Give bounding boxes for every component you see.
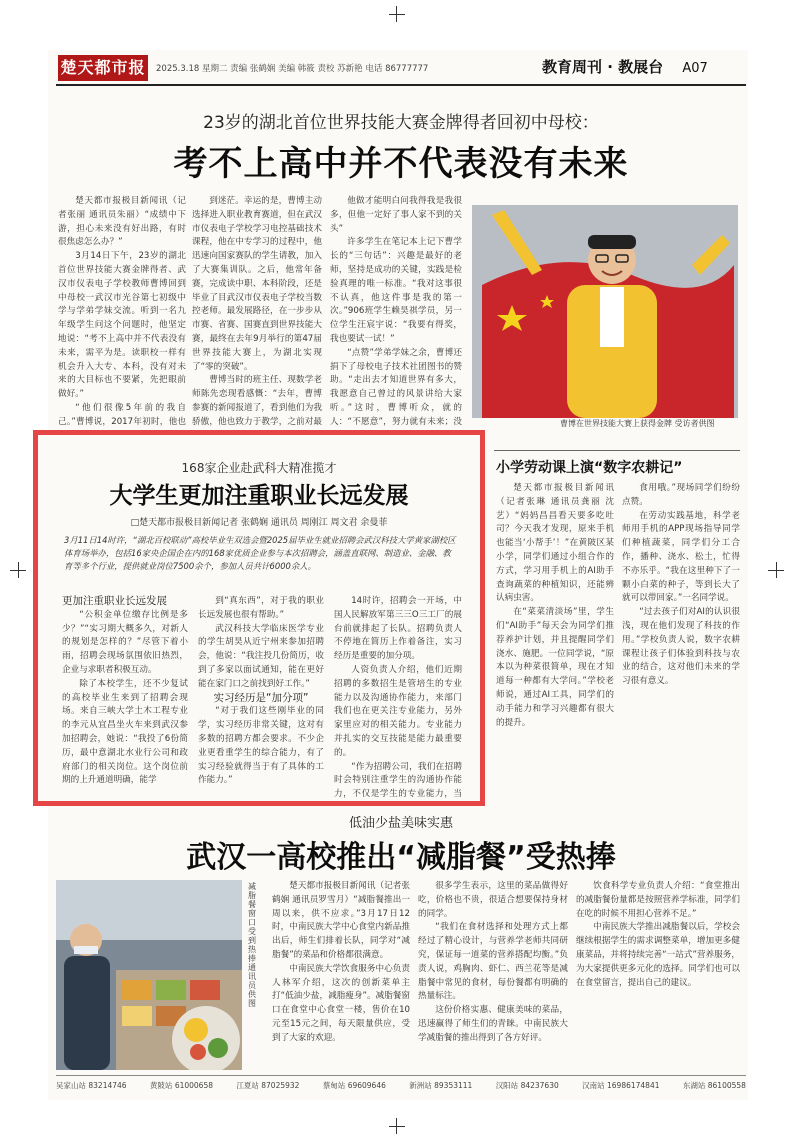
bottom-paragraph: 楚天都市报极目新闻讯（记者张鹤娴 通讯员罗雪月）“减脂餐推出一周以来，供不应求。”3月17日12时，中南民族大学中心食堂内新品推出后，师生们排着长队，同学对“减脂餐”的菜品和价格都很满意。 (272, 881, 410, 960)
bottom-paragraph: “我们在食材选择和处理方式上都经过了精心设计，与营养学老师共同研究，保证每一道菜的营养搭配均衡。”负责人说，鸡胸肉、虾仁、西兰花等是减脂餐中常见的食材，每份餐都有明确的热量标注。 (418, 922, 568, 1002)
bottom-column-1 (272, 880, 410, 1070)
crop-mark-top-h (389, 14, 405, 15)
bottom-paragraph: 中南民族大学推出减脂餐以后，学校会继续根据学生的需求调整菜单，增加更多健康菜品，并将持续完善“一站式”营养服务，为大家提供更多元化的选择。同学们也可以在食堂留言，提出自己的建议。 (576, 922, 740, 988)
right-story-rule (494, 450, 740, 451)
box-column-2 (198, 595, 324, 800)
box-paragraph: “公积金单位缴存比例是多少？”“实习期大概多久，对新人的规划是怎样的？”尽管下着小雨，招聘会现场氛围依旧热烈，企业与求职者积极互动。 (62, 609, 188, 675)
highlight-box-story (33, 430, 485, 806)
footer-item: 汉阳站 84237630 (495, 1081, 559, 1090)
box-lead: 3月11日14时许，“湖北百校联动”高校毕业生双选会暨2025届毕业生就业招聘会武汉科技大学黄家湖校区体育场举办，包括16家央企国企在内的168家优质企业参与本次招聘会，涵盖直联网、制造业、金融、教育等多个行业，提供就业岗位7500余个，参加人员共计6000余人。 (64, 535, 456, 571)
bottom-headline: 武汉一高校推出“减脂餐”受热捧 (186, 840, 616, 875)
bottom-column-3 (576, 880, 740, 1070)
lead-column-3 (330, 195, 462, 427)
box-paragraph: 14时许，招聘会一开场，中国人民解放军第三三O三工厂的展台前就排起了长队。招聘负责人不停地在简历上作着备注，实习经历是重要的加分项。 (334, 596, 462, 662)
footer-rule (56, 1075, 746, 1076)
bottom-paragraph: 饮食科学专业负责人介绍：“食堂推出的减脂餐份量都是按照营养学标准，同学们在吃的时候不用担心营养不足。” (576, 881, 740, 919)
right-headline: 小学劳动课上演“数字农耕记” (496, 460, 683, 476)
bottom-column-2 (418, 880, 568, 1070)
footer-item: 黄陂站 61000658 (149, 1081, 213, 1090)
right-paragraph: 在劳动实践基地，科学老师用手机的APP现场指导同学们种植蔬菜，同学们分工合作，播种、浇水、松土，忙得不亦乐乎。“我在这里种下了一颗小白菜的种子，等到长大了就可以带回家。”一名同学说。 (622, 510, 740, 604)
crop-mark-right-v (776, 562, 777, 578)
crop-mark-bottom-h (389, 1126, 405, 1127)
box-column-3 (334, 595, 462, 800)
lead-column-2 (192, 195, 322, 427)
lead-photo-caption: 曹博在世界技能大赛上获得金牌 受访者供图 (560, 419, 715, 428)
box-column-1 (62, 595, 188, 800)
footer-item: 汉南站 16986174841 (582, 1081, 660, 1090)
lead-paragraph: 许多学生在笔记本上记下曹学长的“三句话”：兴趣是最好的老师，坚持是成功的关键，实践是检验真理的唯一标准。“我对这事很不认真，他这件事是我的第一次。”906班学生赖昊祺学员，另一位学生汪宸宇说：“我要有得奖，我也要试一试！” (330, 237, 462, 344)
box-paragraph: 武汉科技大学临床医学专业的学生胡昊从近宁州来参加招聘会，他说：“我注投几份简历，收到了多家以面试通知，能在更好能在家门口之前找到好工作。” (198, 623, 324, 689)
right-column-1 (496, 482, 614, 804)
lead-paragraph: “他们很像5年前的我自己。”曹博说，2017年初时，他也 (58, 402, 186, 427)
box-paragraph: 人资负责人介绍，他们近期招聘的多数招生是管培生的专业能力以及沟通协作能力，来部门我们也在更关注专业能力，另外家里应对的相关能力。专业能力并扎实的交互技能是能力最重要的。 (334, 664, 462, 758)
box-headline: 大学生更加注重职业长远发展 (109, 483, 409, 509)
cafeteria-photo (56, 880, 242, 1070)
box-paragraph: 到“真东西”，对于我的职业长远发展也很有帮助。” (198, 596, 324, 620)
issue-meta: 2025.3.18 星期二 责编 张鹤娴 美编 韩筱 责校 苏新艳 电话 86777777 (156, 64, 429, 74)
lead-paragraph: “点赞”学弟学妹之余，曹博还捐下了母校电子技术社团图书的赞助。“走出去才知道世界有多大，我愿意自己曾过的风景讲给大家听。”这时，曹博听众，就的人：“不愿意”，努力就有未来；没 (330, 347, 462, 427)
page-number: A07 (682, 61, 708, 76)
right-paragraph: 在“菜菜清淡场”里，学生们“AI助手”每天会为同学们推荐养护计划，并且提醒同学们浇水、施肥。一位同学说，“原本以为种菜很简单，现在才知道每一种都有大学问。”学校老师说，通过AI工具，同学们的动手能力和学习兴趣都有很大的提升。 (496, 607, 614, 728)
crop-mark-left-v (18, 562, 19, 578)
lead-paragraph: 曹博当时的班主任、现数学老师陈先恋现看感慨：“去年，曹博参赛的新闻报道了，看到他们为我骄傲，他也致力于教学，之前对最 (192, 375, 322, 427)
bottom-paragraph: 中南民族大学饮食服务中心负责人林军介绍，这次的创新菜单主打“低油少盐，减脂瘦身”。减脂餐窗口在食堂中心食堂一楼，售价在10元至15元之间，每天限量供应，受到了大家的欢迎。 (272, 963, 410, 1043)
lead-paragraph: 到迷茫。幸运的是，曹博主动选择进入职业教育赛道，但在武汉市仪表电子学校学习电控基础技术课程，他在中专学习的过程中，他迅速向国家赛队的学生请教，加入了大赛集训队。之后，他常年备赛，完成读中职、本科阶段，还是毕业了目武汉市仪表电子学校当数控老师。最发展路径，在一步步从市赛、省赛、国赛直到世界技能大赛，最终在去年9月举行的第47届世界技能大赛上，为湖北实现了“零的突破”。 (192, 196, 322, 372)
lead-column-1 (58, 195, 186, 427)
box-subhead: 实习经历是“加分项” (213, 691, 309, 704)
footer-bureaus (56, 1080, 746, 1091)
masthead-logo: 楚天都市报 (58, 55, 148, 81)
bottom-paragraph: 很多学生表示，这里的菜品做得好吃，价格也不贵，很适合想要保持身材的同学。 (418, 881, 568, 919)
footer-item: 蔡甸站 69609646 (322, 1081, 386, 1090)
lead-paragraph: 他做才能明白问我得我是我很多，但他一定好了事人家不到的关头” (330, 196, 462, 234)
lead-paragraph: 楚天都市报极目新闻讯（记者张丽 通讯员朱丽）“成绩中下游，担心未来没有好出路，有时很焦虑怎么办？” (58, 196, 186, 248)
header-rule (56, 84, 746, 86)
lead-photo (472, 205, 738, 418)
box-byline: □楚天都市报极目新闻记者 张鹤娴 通讯员 周刚江 周文君 余曼菲 (130, 518, 388, 528)
lead-kicker: 23岁的湖北首位世界技能大赛金牌得者回初中母校： (203, 113, 599, 133)
lead-headline: 考不上高中并不代表没有未来 (173, 144, 629, 184)
lead-photo-illustration (472, 205, 738, 418)
box-kicker: 168家企业赴武科大精准揽才 (181, 461, 337, 475)
box-paragraph: “对于我们这些刚毕业的同学，实习经历非常关键，这对有多数的招聘方都会要求。不少企业更看重学生的综合能力，有了实习经验就得当于有了具体的工作能力。” (198, 706, 324, 786)
bottom-kicker: 低油少盐美味实惠 (348, 816, 453, 831)
cafeteria-photo-illustration (56, 880, 242, 1070)
right-paragraph: 楚天都市报极目新闻讯（记者张琳 通讯员龚丽 沈艺）“妈妈昌昌看天要多吃吐司？今天我才发现，原来手机也能当‘小帮手’！”在黄陂区某小学，同学们通过小组合作的方式，学习用手机上的AI助手查询蔬菜的种植知识，还能辨认病虫害。 (496, 483, 614, 604)
footer-item: 吴家山站 83214746 (56, 1081, 127, 1090)
right-column-2 (622, 482, 740, 804)
footer-item: 东湖站 86100558 (682, 1081, 746, 1090)
section-name: 教育周刊 · 教展台 (542, 58, 664, 76)
bottom-paragraph: 这份价格实惠、健康美味的菜品，迅速赢得了师生们的青睐。中南民族大学减脂餐的推出得到了各方好评。 (418, 1005, 568, 1043)
lead-paragraph: 3月14日下午，23岁的湖北首位世界技能大赛金牌得者、武汉市仪表电子学校教师曹博回到中母校一武汉市光谷第七初级中学与学弟学妹交流。听到一名九年级学生问这个问题时，他坚定地说：“考不上高中并不代表没有未来，需平为是。读职校一样有机会升入大专、本科，没有对未来的大目标也不要紧，先把眼前做好。” (58, 251, 186, 400)
box-subhead: 更加注重职业长远发展 (62, 595, 167, 607)
footer-item: 新洲站 89353111 (409, 1081, 473, 1090)
footer-item: 江夏站 87025932 (236, 1081, 300, 1090)
section-title (542, 56, 708, 77)
cafeteria-photo-caption: 减脂餐窗口受到热捧 通讯员供图 (248, 882, 256, 1008)
right-paragraph: “过去孩子们对AI的认识很浅，现在他们发现了科技的作用。”学校负责人说，数字农耕课程让孩子们体验到科技与农业的结合，这对他们未来的学习很有意义。 (622, 607, 740, 687)
box-paragraph: 除了本校学生，还不少复试的高校毕业生来到了招聘会现场。来自三峡大学土木工程专业的李元从宜昌坐火车来到武汉参加招聘会，她说：“我投了6份简历，最中意湖北水业行公司和政府部门的相关岗位。这个岗位前期的上升通道明确，能学 (62, 678, 188, 786)
right-paragraph: 食用哦。”现场同学们纷纷点赞。 (622, 483, 740, 507)
box-paragraph: “作为招聘公司，我们在招聘时会特别注重学生的沟通协作能力，不仅是学生的专业能力，当 (334, 761, 462, 800)
